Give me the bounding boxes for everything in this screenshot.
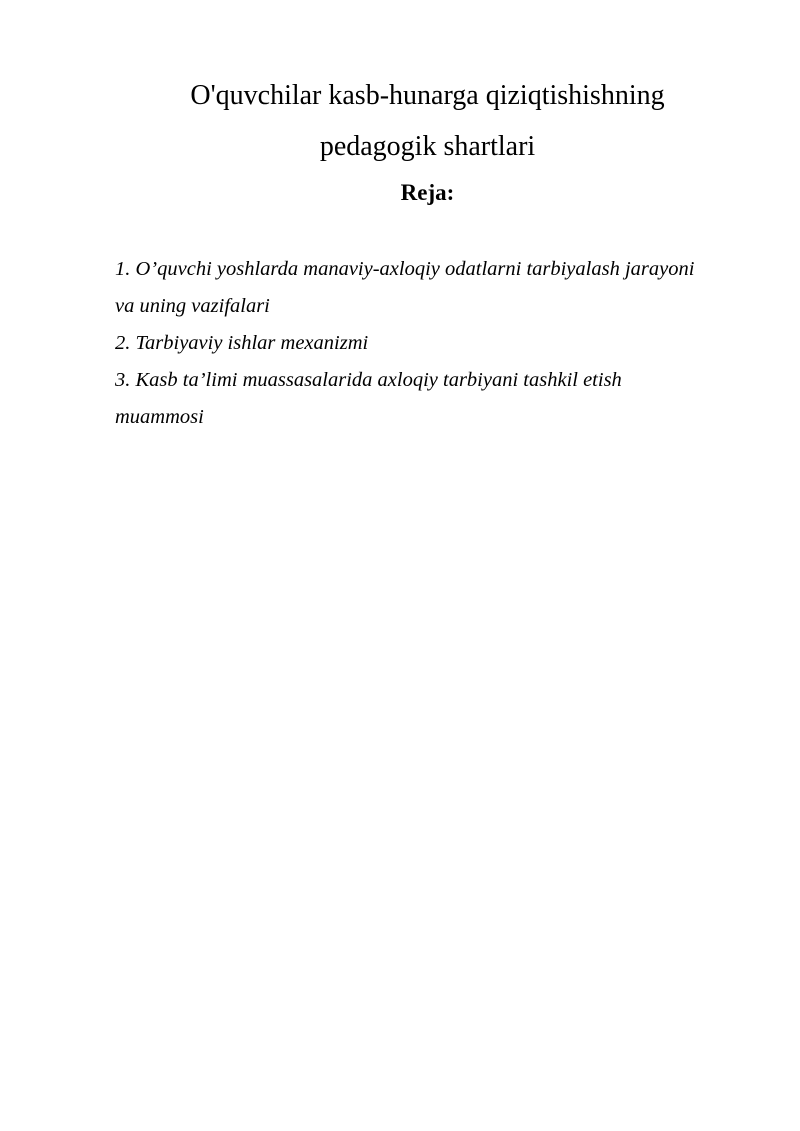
plan-item-1-line-1: 1. O’quvchi yoshlarda manaviy-axloqiy odatlarni tarbiyalash jarayoni: [115, 258, 695, 280]
plan-list: [115, 251, 745, 436]
plan-item-1: [115, 251, 745, 325]
plan-item-1-line-2: va uning vazifalari: [115, 295, 270, 317]
document-title: [115, 76, 740, 178]
plan-item-2-line-1: 2. Tarbiyaviy ishlar mexanizmi: [115, 332, 369, 354]
title-line-2: pedagogik shartlari: [319, 131, 536, 162]
plan-item-3: [115, 362, 745, 436]
plan-item-2: [115, 325, 745, 362]
plan-heading: Reja:: [400, 180, 455, 205]
plan-item-3-line-2: muammosi: [115, 406, 204, 428]
title-line-1: O'quvchilar kasb-hunarga qiziqtishishning: [190, 80, 665, 111]
plan-item-3-line-1: 3. Kasb ta’limi muassasalarida axloqiy tarbiyani tashkil etish: [115, 369, 622, 391]
